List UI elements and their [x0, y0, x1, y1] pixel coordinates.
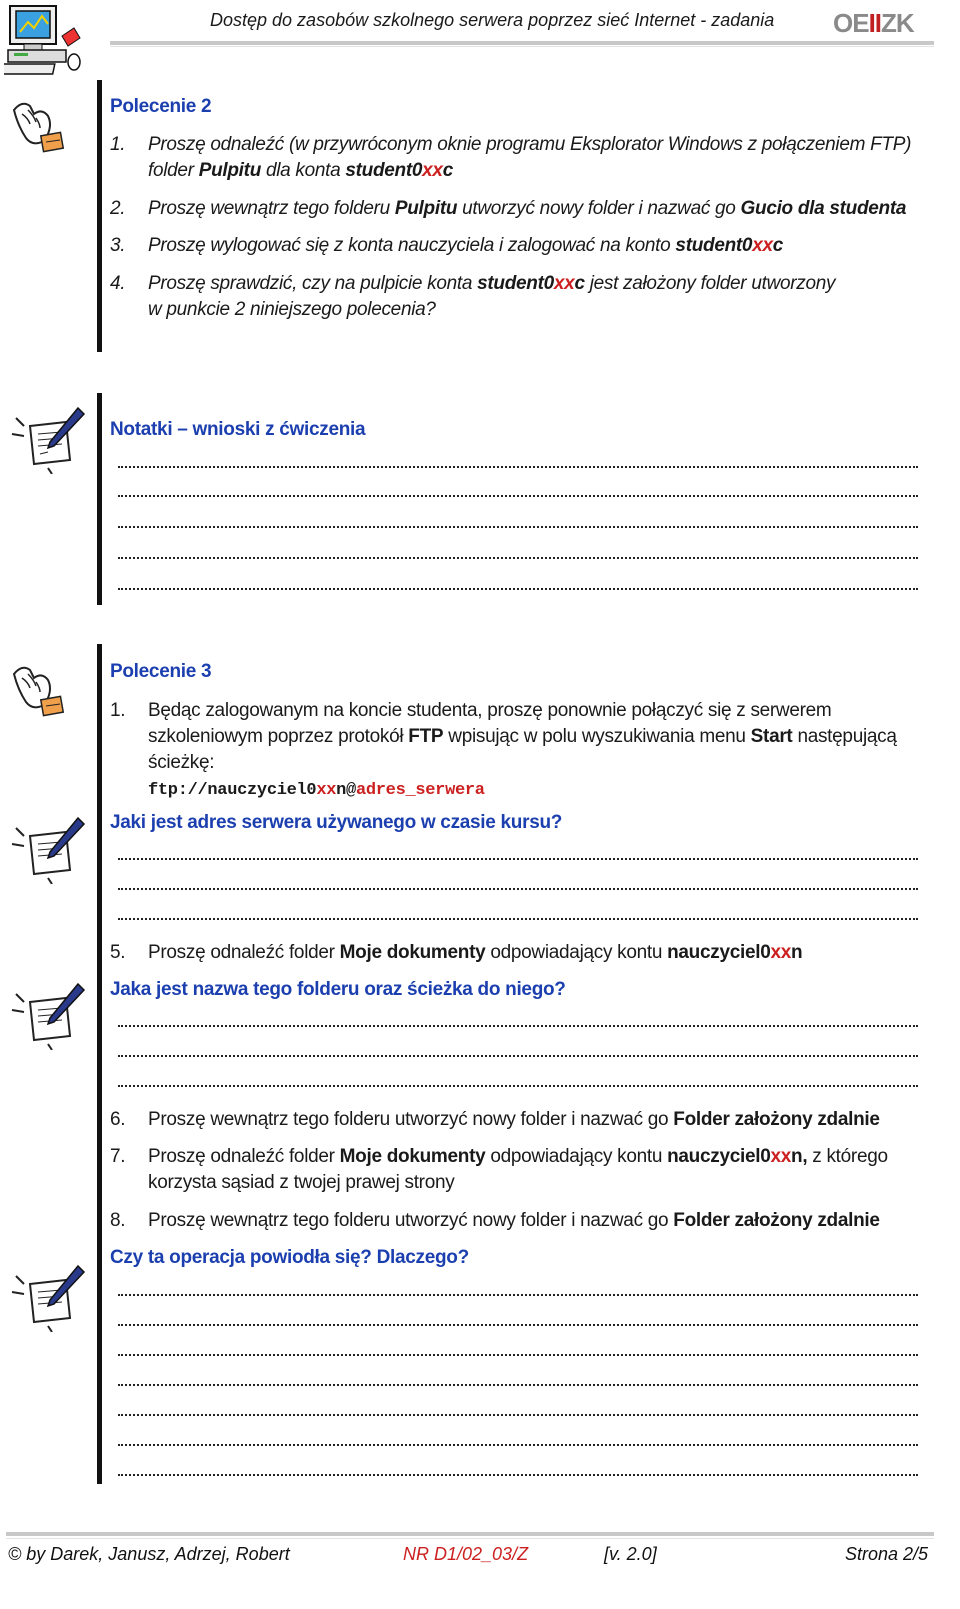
answer-line[interactable]	[118, 495, 918, 499]
notes-title: Notatki – wnioski z ćwiczenia	[110, 419, 366, 440]
footer-version: [v. 2.0]	[604, 1544, 657, 1564]
header-rule-light	[110, 46, 934, 47]
answer-line[interactable]	[118, 1324, 918, 1328]
answer-line[interactable]	[118, 1444, 918, 1448]
answer-line[interactable]	[118, 888, 918, 892]
list-item: 1. Będąc zalogowanym na koncie studenta, proszę ponownie połączyć się z serwerem szkoleniowym poprzez protokół FTP wpisując w polu wyszukiwania menu Start następującą ścieżkę: ftp://nauczyciel0xxn@adres_serwera	[110, 700, 897, 800]
list-item: 8. Proszę wewnątrz tego folderu utworzyć nowy folder i nazwać go Folder założony zdalnie	[110, 1210, 880, 1231]
pen-notes-icon	[8, 404, 88, 474]
list-item: 1. Proszę odnaleźć (w przywróconym oknie programu Eksplorator Windows z połączeniem FTP) folder Pulpitu dla konta student0xxc	[110, 134, 912, 181]
answer-line[interactable]	[118, 1354, 918, 1358]
answer-line[interactable]	[118, 1085, 918, 1089]
question-text: Jaki jest adres serwera używanego w czasie kursu?	[110, 812, 563, 833]
footer-page-number: Strona 2/5	[845, 1544, 929, 1564]
polecenie-3-title: Polecenie 3	[110, 661, 212, 682]
section-bar	[97, 80, 102, 352]
document-header-title: Dostęp do zasobów szkolnego serwera poprzez sieć Internet - zadania	[210, 10, 775, 30]
section-bar	[97, 644, 102, 1484]
answer-line[interactable]	[118, 1414, 918, 1418]
list-item: 4. Proszę sprawdzić, czy na pulpicie konta student0xxc jest założony folder utworzony w punkcie 2 niniejszego polecenia?	[110, 273, 836, 320]
answer-line[interactable]	[118, 918, 918, 922]
answer-line[interactable]	[118, 1055, 918, 1059]
oeiizk-logo: OEIIZK	[833, 8, 914, 38]
polecenie-2-title: Polecenie 2	[110, 96, 212, 117]
answer-line[interactable]	[118, 1294, 918, 1298]
question-text: Czy ta operacja powiodła się? Dlaczego?	[110, 1247, 469, 1268]
footer-document-code: NR D1/02_03/Z	[403, 1544, 529, 1564]
answer-line[interactable]	[118, 588, 918, 592]
list-item: 6. Proszę wewnątrz tego folderu utworzyć nowy folder i nazwać go Folder założony zdalnie	[110, 1109, 880, 1130]
footer-rule-light	[6, 1538, 934, 1539]
hand-pointer-icon	[8, 654, 72, 718]
list-item: 2. Proszę wewnątrz tego folderu Pulpitu utworzyć nowy folder i nazwać go Gucio dla studenta	[110, 198, 907, 219]
header-rule	[110, 41, 934, 45]
list-item: 5. Proszę odnaleźć folder Moje dokumenty odpowiadający kontu nauczyciel0xxn	[110, 942, 803, 963]
answer-line[interactable]	[118, 1384, 918, 1388]
pen-notes-icon	[8, 1262, 88, 1332]
pen-notes-icon	[8, 814, 88, 884]
answer-line[interactable]	[118, 858, 918, 862]
footer-rule	[6, 1532, 934, 1536]
answer-line[interactable]	[118, 466, 918, 470]
section-bar	[97, 393, 102, 605]
computer-icon	[4, 2, 84, 80]
answer-line[interactable]	[118, 526, 918, 530]
footer-authors: © by Darek, Janusz, Adrzej, Robert	[8, 1544, 290, 1564]
pen-notes-icon	[8, 980, 88, 1050]
hand-pointer-icon	[8, 90, 72, 154]
answer-line[interactable]	[118, 1025, 918, 1029]
list-item: 7. Proszę odnaleźć folder Moje dokumenty odpowiadający kontu nauczyciel0xxn, z którego korzysta sąsiad z twojej prawej strony	[110, 1146, 888, 1193]
question-text: Jaka jest nazwa tego folderu oraz ścieżka do niego?	[110, 979, 566, 1000]
list-item: 3. Proszę wylogować się z konta nauczyciela i zalogować na konto student0xxc	[110, 235, 784, 256]
answer-line[interactable]	[118, 1474, 918, 1478]
answer-line[interactable]	[118, 557, 918, 561]
